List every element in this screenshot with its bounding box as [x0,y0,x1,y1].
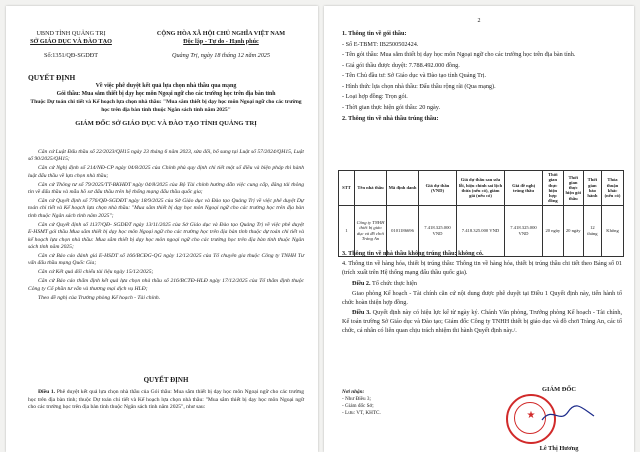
document-page-2 [324,6,634,452]
article-1-label: Điều 1. [38,389,56,396]
section-1-heading: 1. Thông tin về gói thầu: [342,30,407,37]
handwritten-signature [538,404,598,426]
table-row [339,205,624,256]
section-3: 3. Thông tin về nhà thầu không trúng thầu: không có. [342,250,484,257]
document-number: Số:1351/QĐ-SGDĐT [44,51,98,59]
table-header: Giá dự thầu (VND) [419,171,457,206]
decision-heading: QUYẾT ĐỊNH [143,376,189,384]
signature-block [504,386,614,452]
legal-basis-item: Căn cứ Quyết định số 776/QĐ-SGDĐT ngày 18/9/2025 của Sở Giáo dục và Đào tạo Quảng Trị về việc phê duyệt Dự toán chi tiết và Kế hoạch lựa chọn nhà thầu: "Mua sắm thiết bị dạy học môn Ngoại ngữ cho các trường học trên địa bàn tỉnh thuộc Ngân sách tỉnh năm 2025"; [28,198,304,219]
info-item: - Thời gian thực hiện gói thầu: 20 ngày. [342,104,441,112]
decision-subject: Về việc phê duyệt kết quả lựa chọn nhà thầu qua mạng [95,82,237,89]
legal-basis-item: Theo đề nghị của Trưởng phòng Kế hoạch - Tài chính. [38,294,161,301]
decision-title-block [28,73,304,129]
agency-line-1: UBND TỈNH QUẢNG TRỊ [36,30,106,37]
article-2 [342,280,622,289]
agency-line-2: SỞ GIÁO DỤC VÀ ĐÀO TẠO [30,37,112,45]
article-3 [342,309,622,335]
legal-basis-item: Căn cứ Quyết định số 1137/QĐ- SGDĐT ngày 13/11/2025 của Sở Giáo dục và Đào tạo Quảng Trị về việc phê duyệt E-HSMT gói thầu Mua sắm thiết bị dạy học môn Ngoại ngữ cho các trường học trên địa bàn tỉnh thuộc dự toán chi tiết và kế hoạch lựa chọn nhà thầu: Mua sắm thiết bị dạy học môn ngoại ngữ cho các trường học trên địa bàn tỉnh thuộc Ngân sách tỉnh năm 2025; [28,221,304,250]
package-info [342,30,622,125]
article-2-label: Điều 2. [352,279,371,287]
articles-block [342,250,622,337]
package-name: Gói thầu: Mua sắm thiết bị dạy học môn Ngoại ngữ cho các trường học trên địa bàn tỉnh [56,90,276,97]
doc-type: QUYẾT ĐỊNH [28,73,76,82]
table-header: Giá đề nghị trúng thầu [505,171,543,206]
article-3-label: Điều 3. [352,309,371,317]
table-cell: 0101186696 [387,205,419,256]
table-header: Giá dự thầu sau sửa lỗi, hiệu chỉnh sai lệch thừa (nếu có), giảm giá (nếu có) [457,171,505,206]
legal-basis-item: Căn cứ Nghị định số 214/NĐ-CP ngày 04/8/2025 của Chính phủ quy định chi tiết một số điều và biện pháp thi hành luật đấu thầu về lựa chọn nhà thầu; [28,165,304,179]
country-name: CỘNG HÒA XÃ HỘI CHỦ NGHĨA VIỆT NAM [156,30,286,37]
table-header: Tên nhà thầu [355,171,387,206]
national-motto: Độc lập - Tự do - Hạnh phúc [183,37,259,45]
table-header: STT [339,171,355,206]
table-header: Mã định danh [387,171,419,206]
table-cell: 20 ngày [543,205,564,256]
official-seal: ★ [506,394,556,444]
table-header: Thời gian thực hiện hợp đồng [543,171,564,206]
section-4: 4. Thông tin về hàng hóa, thiết bị trúng thầu: Thông tin về hàng hóa, thiết bị trúng thầu chi tiết theo Bảng số 01 (trích xuất trên Hệ thống mạng đấu thầu quốc gia). [342,260,622,277]
legal-basis-item: Căn cứ Báo cáo đánh giá E-HSDT số 166/BCĐG-QG ngày 12/12/2025 của Tổ chuyên gia thuộc Công ty TNHH Tư vấn đấu thầu mạng Quốc Gia; [28,252,304,267]
winner-table-wrap [338,170,624,257]
signer-name: Lê Thị Hương [539,445,579,452]
issuing-agency [16,30,126,59]
article-1-block [28,376,304,413]
table-cell: 12 tháng [583,205,601,256]
info-item: - Tên gói thầu: Mua sắm thiết bị dạy học môn Ngoại ngữ cho các trường học trên địa bàn tỉnh. [342,51,576,59]
article-1 [28,389,304,411]
article-1-text: Phê duyệt kết quả lựa chọn nhà thầu của Gói thầu: Mua sắm thiết bị dạy học môn Ngoại ngữ cho các trường học trên địa bàn tỉnh; thuộc Dự toán chi tiết và Kế hoạch lựa chọn nhà thầu: "Mua sắm thiết bị dạy học môn Ngoại ngữ cho các trường học trên địa bàn tỉnh thuộc Ngân sách tỉnh năm 2025", như sau: [28,389,305,410]
document-page-1 [6,6,318,452]
table-cell: 7.418.325.000 VND [505,205,543,256]
section-2-heading: 2. Thông tin về nhà thầu trúng thầu: [342,114,439,122]
table-cell: Công ty TNHH thiết bị giáo dục và đồ chơi Tràng An [355,205,387,256]
table-cell: 20 ngày [563,205,583,256]
table-header-row [339,171,624,206]
legal-basis-item: Căn cứ Báo cáo thẩm định kết quả lựa chọn nhà thầu số 216/BCTĐ-HLĐ ngày 17/12/2025 của Tổ thẩm định thuộc Công ty Cổ phần tư vấn và thương mại dịch vụ HLĐ; [28,278,304,292]
issuing-authority: GIÁM ĐỐC SỞ GIÁO DỤC VÀ ĐÀO TẠO TỈNH QUẢNG TRỊ [75,120,257,128]
table-cell: 1 [339,205,355,256]
table-header: Thỏa thuận khác (nếu có) [602,171,624,206]
article-3-text: Quyết định này có hiệu lực kể từ ngày ký. Chánh Văn phòng, Trưởng phòng Kế hoạch - Tài chính, Kế toán trường Sở Giáo dục và Đào tạo; Giám đốc Công ty TNHH thiết bị giáo dục và đồ chơi Tràng An, các tổ chức, cá nhân có liên quan chịu trách nhiệm thi hành Quyết định này./. [342,309,622,334]
legal-basis-item: Căn cứ Kết quả đối chiếu tài liệu ngày 15/12/2025; [38,269,154,276]
info-item: - Số E-TBMT: IB2500502424. [342,40,419,48]
legal-bases [28,149,304,303]
info-item: - Loại hợp đồng: Trọn gói. [342,93,408,101]
table-header: Thời gian bảo hành [583,171,601,206]
recipients-title: Nơi nhận: [342,389,365,395]
recipient-item: - Như Điều 3; [342,396,371,403]
page-number: 2 [477,18,481,24]
national-header [126,30,316,59]
place-date: Quảng Trị, ngày 18 tháng 12 năm 2025 [172,51,270,59]
article-2-text: Tổ chức thực hiện [372,279,418,287]
article-2-body: Giao phòng Kế hoạch - Tài chính căn cứ nội dung được phê duyệt tại Điều 1 Quyết định này, tiến hành tổ chức hoàn thiện hợp đồng. [342,289,622,306]
winning-bidder-table [338,170,624,257]
table-cell: Không [602,205,624,256]
table-header: Thời gian thực hiện gói thầu [563,171,583,206]
info-item: - Giá gói thầu được duyệt: 7.788.492.000 đồng. [342,61,460,69]
recipient-item: - Giám đốc Sở; [342,403,374,410]
plan-name: Thuộc Dự toán chi tiết và Kế hoạch lựa chọn nhà thầu: "Mua sắm thiết bị dạy học môn Ngoại ngữ cho các trường học trên địa bàn tỉnh thuộc Ngân sách tỉnh năm 2025" [30,99,302,113]
recipients [342,389,381,417]
info-item: - Tên Chủ đầu tư: Sở Giáo dục và Đào tạo tỉnh Quảng Trị. [342,72,486,80]
recipient-item: - Lưu: VT, KHTC. [342,410,381,417]
legal-basis-item: Căn cứ Thông tư số 79/2025/TT-BKHĐT ngày 04/8/2025 của Bộ Tài chính hướng dẫn việc cung cấp, đăng tải thông tin về đấu thầu và mẫu hồ sơ đấu thầu trên hệ thống mạng đấu thầu quốc gia; [28,181,304,196]
signer-title: GIÁM ĐỐC [542,386,576,393]
info-item: - Hình thức lựa chọn nhà thầu: Đấu thầu rộng rãi (Qua mạng). [342,82,496,90]
table-cell: 7.418.325.000 VND [419,205,457,256]
table-cell: 7.418.325.000 VND [457,205,505,256]
legal-basis-item: Căn cứ Luật Đấu thầu số 22/2023/QH15 ngày 23 tháng 6 năm 2023, sửa đổi, bổ sung tại Luật số 57/2024/QH15, Luật số 90/2025/QH15; [28,149,304,163]
